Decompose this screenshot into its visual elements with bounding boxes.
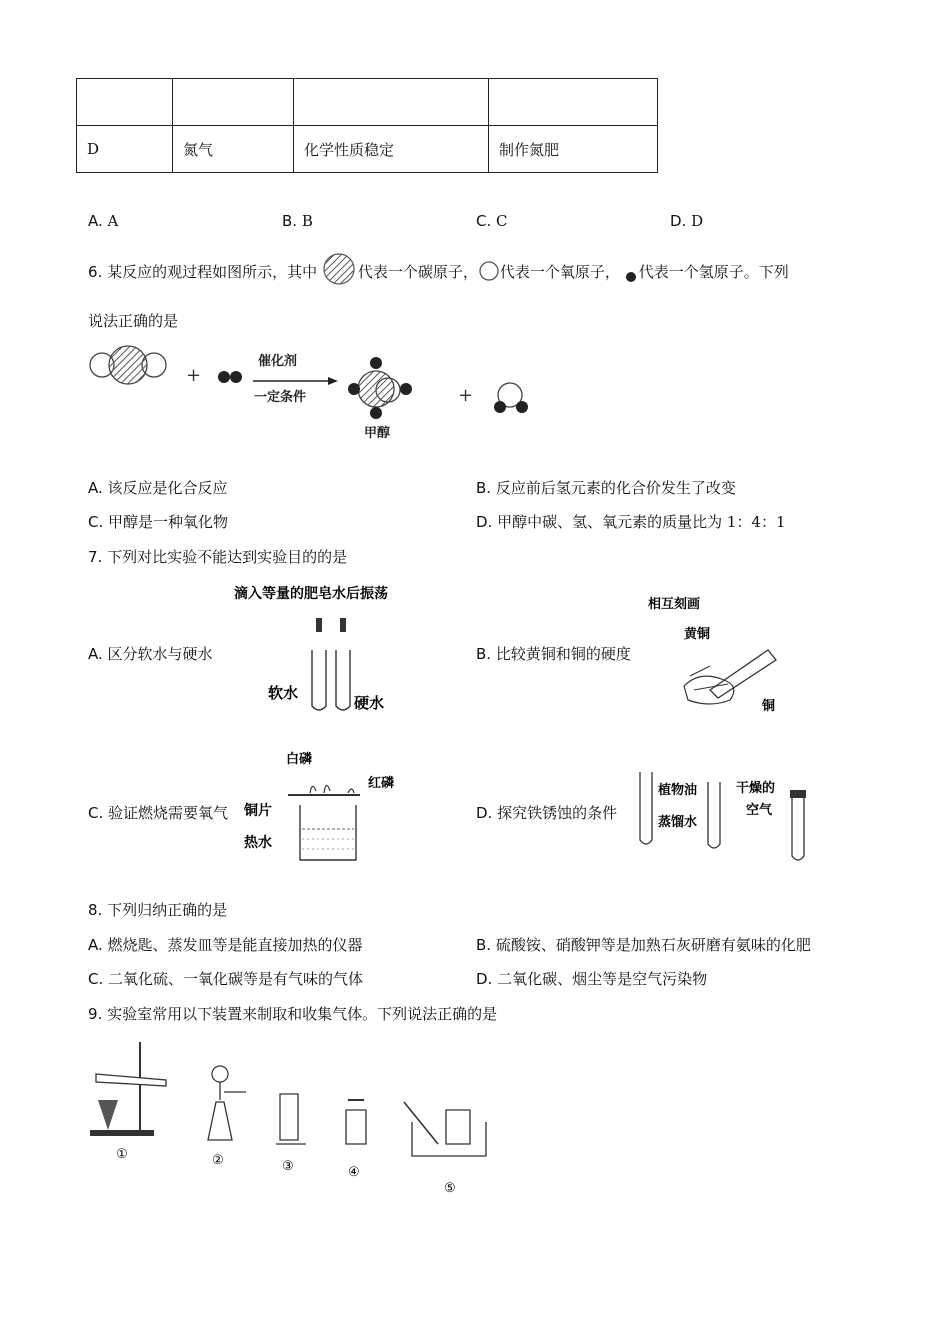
fig-d-water-label: 蒸馏水: [658, 815, 698, 830]
fig-a-right-label: 硬水: [354, 694, 385, 712]
table-cell: [173, 79, 294, 126]
option-label: C.: [476, 212, 492, 230]
apparatus-label-4: ④: [348, 1165, 360, 1180]
apparatus-label-5: ⑤: [444, 1181, 456, 1196]
fig-c-red-label: 红磷: [368, 776, 395, 791]
q6-stem-text: 某反应的观过程如图所示，其中: [107, 263, 318, 281]
option-text: 二氧化硫、一氧化碳等是有气味的气体: [108, 970, 364, 988]
option-text: 比较黄铜和铜的硬度: [495, 645, 631, 663]
option-label: B.: [476, 479, 492, 497]
q9-stem-text: 实验室常用以下装置来制取和收集气体。下列说法正确的是: [107, 1005, 498, 1023]
q9-stem: [88, 1003, 497, 1024]
arrow-top-label: 催化剂: [258, 354, 298, 369]
table-cell: 化学性质稳定: [294, 126, 489, 173]
answer-table: [76, 78, 658, 173]
option-label: D.: [476, 513, 493, 531]
reaction-diagram: [88, 345, 548, 445]
option-label: C.: [88, 970, 104, 988]
option-label: D.: [476, 804, 493, 822]
apparatus-label-2: ②: [212, 1153, 224, 1168]
q5-option-c[interactable]: [476, 212, 508, 230]
product-label: 甲醇: [364, 426, 391, 441]
option-label: A.: [88, 479, 103, 497]
q6-stem-line2: 说法正确的是: [88, 312, 179, 330]
q8-stem: [88, 899, 227, 920]
option-label: A.: [88, 212, 103, 230]
fig-c-white-label: 白磷: [286, 752, 313, 767]
q5-option-b[interactable]: [282, 212, 313, 230]
q8-stem-text: 下列归纳正确的是: [107, 901, 228, 919]
q8-option-b[interactable]: [476, 934, 811, 955]
fig-b-title: 相互刻画: [648, 597, 701, 612]
q5-option-d[interactable]: [670, 212, 703, 230]
table-row: [77, 79, 658, 126]
hydrogen-atom-icon: [625, 270, 639, 284]
option-text: 燃烧匙、蒸发皿等是能直接加热的仪器: [107, 936, 363, 954]
option-text: B: [301, 212, 313, 230]
option-text: 甲醇是一种氧化物: [108, 513, 229, 531]
fig-combustion: [240, 745, 420, 875]
q8-option-d[interactable]: [476, 968, 707, 989]
plus-sign: +: [186, 365, 202, 386]
fig-b-brass-label: 黄铜: [684, 627, 711, 642]
option-text: 二氧化碳、烟尘等是空气污染物: [497, 970, 708, 988]
option-text: A: [107, 212, 119, 230]
q6-stem: [88, 260, 789, 286]
option-label: B.: [476, 645, 492, 663]
option-text: 验证燃烧需要氧气: [108, 804, 229, 822]
apparatus-label-3: ③: [282, 1159, 294, 1174]
q6-stem-text: 代表一个氢原子。下列: [638, 263, 789, 281]
apparatus-label-1: ①: [116, 1147, 128, 1162]
question-number: 9.: [88, 1005, 103, 1023]
question-number: 8.: [88, 901, 103, 919]
q7-option-b[interactable]: [476, 643, 631, 664]
option-label: A.: [88, 645, 103, 663]
option-text: D: [691, 212, 704, 230]
q7-option-c[interactable]: [88, 802, 228, 823]
option-text: 甲醇中碳、氢、氧元素的质量比为 1：4：1: [497, 513, 786, 531]
option-label: B.: [282, 212, 298, 230]
fig-brass-copper: [640, 590, 800, 720]
table-cell: [294, 79, 489, 126]
q8-option-c[interactable]: [88, 968, 363, 989]
option-text: 探究铁锈蚀的条件: [497, 804, 618, 822]
question-number: 7.: [88, 548, 103, 566]
q7-option-d[interactable]: [476, 802, 617, 823]
option-label: D.: [670, 212, 687, 230]
option-label: D.: [476, 970, 493, 988]
plus-sign: +: [458, 385, 474, 406]
q6-option-d[interactable]: [476, 511, 786, 532]
q6-option-b[interactable]: [476, 477, 736, 498]
table-cell: D: [77, 126, 173, 173]
fig-c-sheet-label: 铜片: [244, 803, 272, 819]
q6-option-c[interactable]: [88, 511, 228, 532]
lab-apparatus-figure: [86, 1040, 506, 1200]
q7-stem: [88, 546, 347, 567]
option-label: C.: [88, 513, 104, 531]
q6-option-a[interactable]: [88, 477, 228, 498]
fig-d-oil-label: 植物油: [658, 783, 698, 798]
option-text: 硫酸铵、硝酸钾等是加熟石灰研磨有氨味的化肥: [495, 936, 811, 954]
table-cell: [489, 79, 658, 126]
carbon-atom-icon: [322, 252, 358, 286]
q7-stem-text: 下列对比实验不能达到实验目的的是: [107, 548, 348, 566]
table-row: [77, 126, 658, 173]
fig-b-copper-label: 铜: [762, 699, 776, 714]
option-text: 该反应是化合反应: [107, 479, 228, 497]
q8-option-a[interactable]: [88, 934, 363, 955]
option-text: 反应前后氢元素的化合价发生了改变: [495, 479, 736, 497]
q6-stem-text: 代表一个氧原子，: [499, 263, 620, 281]
fig-soft-hard-water: [228, 578, 448, 718]
option-label: B.: [476, 936, 492, 954]
option-label: A.: [88, 936, 103, 954]
table-cell: 氮气: [173, 126, 294, 173]
fig-a-left-label: 软水: [268, 684, 299, 702]
table-cell: 制作氮肥: [489, 126, 658, 173]
arrow-bottom-label: 一定条件: [254, 390, 307, 405]
q6-stem-text: 代表一个碳原子，: [357, 263, 478, 281]
fig-iron-rust: [634, 768, 814, 868]
fig-c-water-label: 热水: [244, 835, 272, 851]
fig-a-title: 滴入等量的肥皂水后振荡: [234, 586, 388, 602]
q5-option-a[interactable]: [88, 212, 118, 230]
option-text: 区分软水与硬水: [107, 645, 213, 663]
option-label: C.: [88, 804, 104, 822]
option-text: C: [496, 212, 508, 230]
fig-d-air1-label: 干燥的: [736, 781, 776, 796]
question-number: 6.: [88, 263, 103, 281]
q7-option-a[interactable]: [88, 643, 213, 664]
oxygen-atom-icon: [478, 260, 500, 282]
fig-d-air2-label: 空气: [746, 803, 773, 818]
table-cell: [77, 79, 173, 126]
